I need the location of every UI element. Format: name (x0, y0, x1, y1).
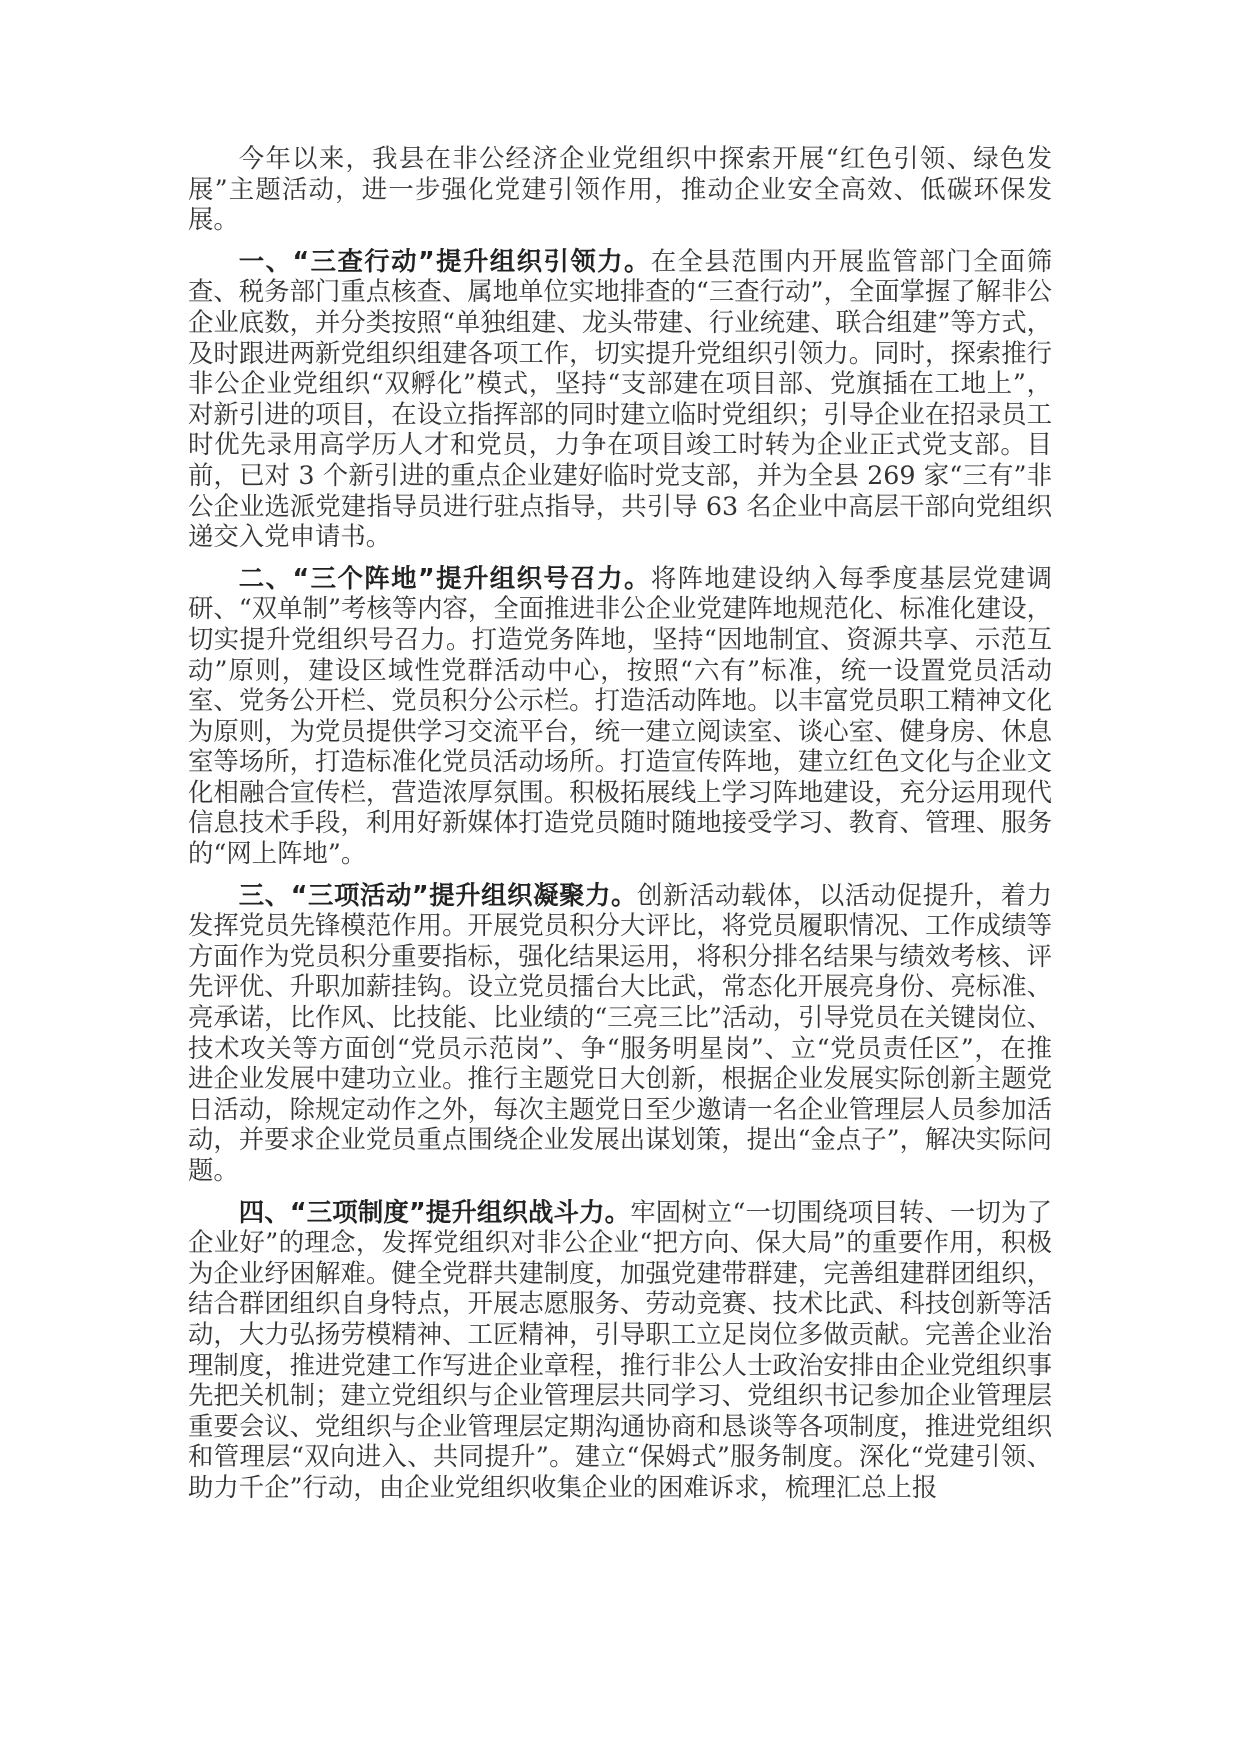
section-4-heading: 四、“三项制度”提升组织战斗力。 (238, 1196, 631, 1227)
section-1-heading: 一、“三查行动”提升组织引领力。 (238, 245, 651, 276)
section-3-paragraph (188, 880, 1052, 1186)
section-2-body: 将阵地建设纳入每季度基层党建调研、“双单制”考核等内容，全面推进非公企业党建阵地规范化、标准化建设，切实提升党组织号召力。打造党务阵地，坚持“因地制宜、资源共享、示范互动”原则，建设区域性党群活动中心，按照“六有”标准，统一设置党员活动室、党务公开栏、党员积分公示栏。打造活动阵地。以丰富党员职工精神文化为原则，为党员提供学习交流平台，统一建立阅读室、谈心室、健身房、休息室等场所，打造标准化党员活动场所。打造宣传阵地，建立红色文化与企业文化相融合宣传栏，营造浓厚氛围。积极拓展线上学习阵地建设，充分运用现代信息技术手段，利用好新媒体打造党员随时随地接受学习、教育、管理、服务的“网上阵地”。 (188, 562, 1053, 869)
section-4-body: 牢固树立“一切围绕项目转、一切为了企业好”的理念，发挥党组织对非公企业“把方向、保大局”的重要作用，积极为企业纾困解难。健全党群共建制度，加强党建带群建，完善组建群团组织，结合群团组织自身特点，开展志愿服务、劳动竞赛、技术比武、科技创新等活动，大力弘扬劳模精神、工匠精神，引导职工立足岗位多做贡献。完善企业治理制度，推进党建工作写进企业章程，推行非公人士政治安排由企业党组织事先把关机制；建立党组织与企业管理层共同学习、党组织书记参加企业管理层重要会议、党组织与企业管理层定期沟通协商和恳谈等各项制度，推进党组织和管理层“双向进入、共同提升”。建立“保姆式”服务制度。深化“党建引领、助力千企”行动，由企业党组织收集企业的困难诉求，梳理汇总上报 (188, 1196, 1052, 1502)
intro-text: 今年以来，我县在非公经济企业党组织中探索开展“红色引领、绿色发展”主题活动，进一步强化党建引领作用，推动企业安全高效、低碳环保发展。 (188, 143, 1052, 235)
section-1-paragraph (188, 246, 1052, 552)
section-2-heading: 二、“三个阵地”提升组织号召力。 (238, 562, 651, 593)
section-3-body: 创新活动载体，以活动促提升，着力发挥党员先锋模范作用。开展党员积分大评比，将党员履职情况、工作成绩等方面作为党员积分重要指标，强化结果运用，将积分排名结果与绩效考核、评先评优、升职加薪挂钩。设立党员擂台大比武，常态化开展亮身份、亮标准、亮承诺，比作风、比技能、比业绩的“三亮三比”活动，引导党员在关键岗位、技术攻关等方面创“党员示范岗”、争“服务明星岗”、立“党员责任区”，在推进企业发展中建功立业。推行主题党日大创新，根据企业发展实际创新主题党日活动，除规定动作之外，每次主题党日至少邀请一名企业管理层人员参加活动，并要求企业党员重点围绕企业发展出谋划策，提出“金点子”，解决实际问题。 (188, 879, 1053, 1185)
section-2-paragraph (188, 563, 1052, 869)
section-4-paragraph (188, 1197, 1052, 1503)
section-1-body: 在全县范围内开展监管部门全面筛查、税务部门重点核查、属地单位实地排查的“三查行动”，全面掌握了解非公企业底数，并分类按照“单独组建、龙头带建、行业统建、联合组建”等方式，及时跟进两新党组织组建各项工作，切实提升党组织引领力。同时，探索推行非公企业党组织“双孵化”模式，坚持“支部建在项目部、党旗插在工地上”，对新引进的项目，在设立指挥部的同时建立临时党组织；引导企业在招录员工时优先录用高学历人才和党员，力争在项目竣工时转为企业正式党支部。目前，已对 3 个新引进的重点企业建好临时党支部，并为全县 269 家“三有”非公企业选派党建指导员进行驻点指导，共引导 63 名企业中高层干部向党组织递交入党申请书。 (188, 245, 1053, 552)
section-3-heading: 三、“三项活动”提升组织凝聚力。 (238, 879, 637, 910)
intro-paragraph (188, 143, 1052, 235)
document-page (188, 143, 1052, 1514)
